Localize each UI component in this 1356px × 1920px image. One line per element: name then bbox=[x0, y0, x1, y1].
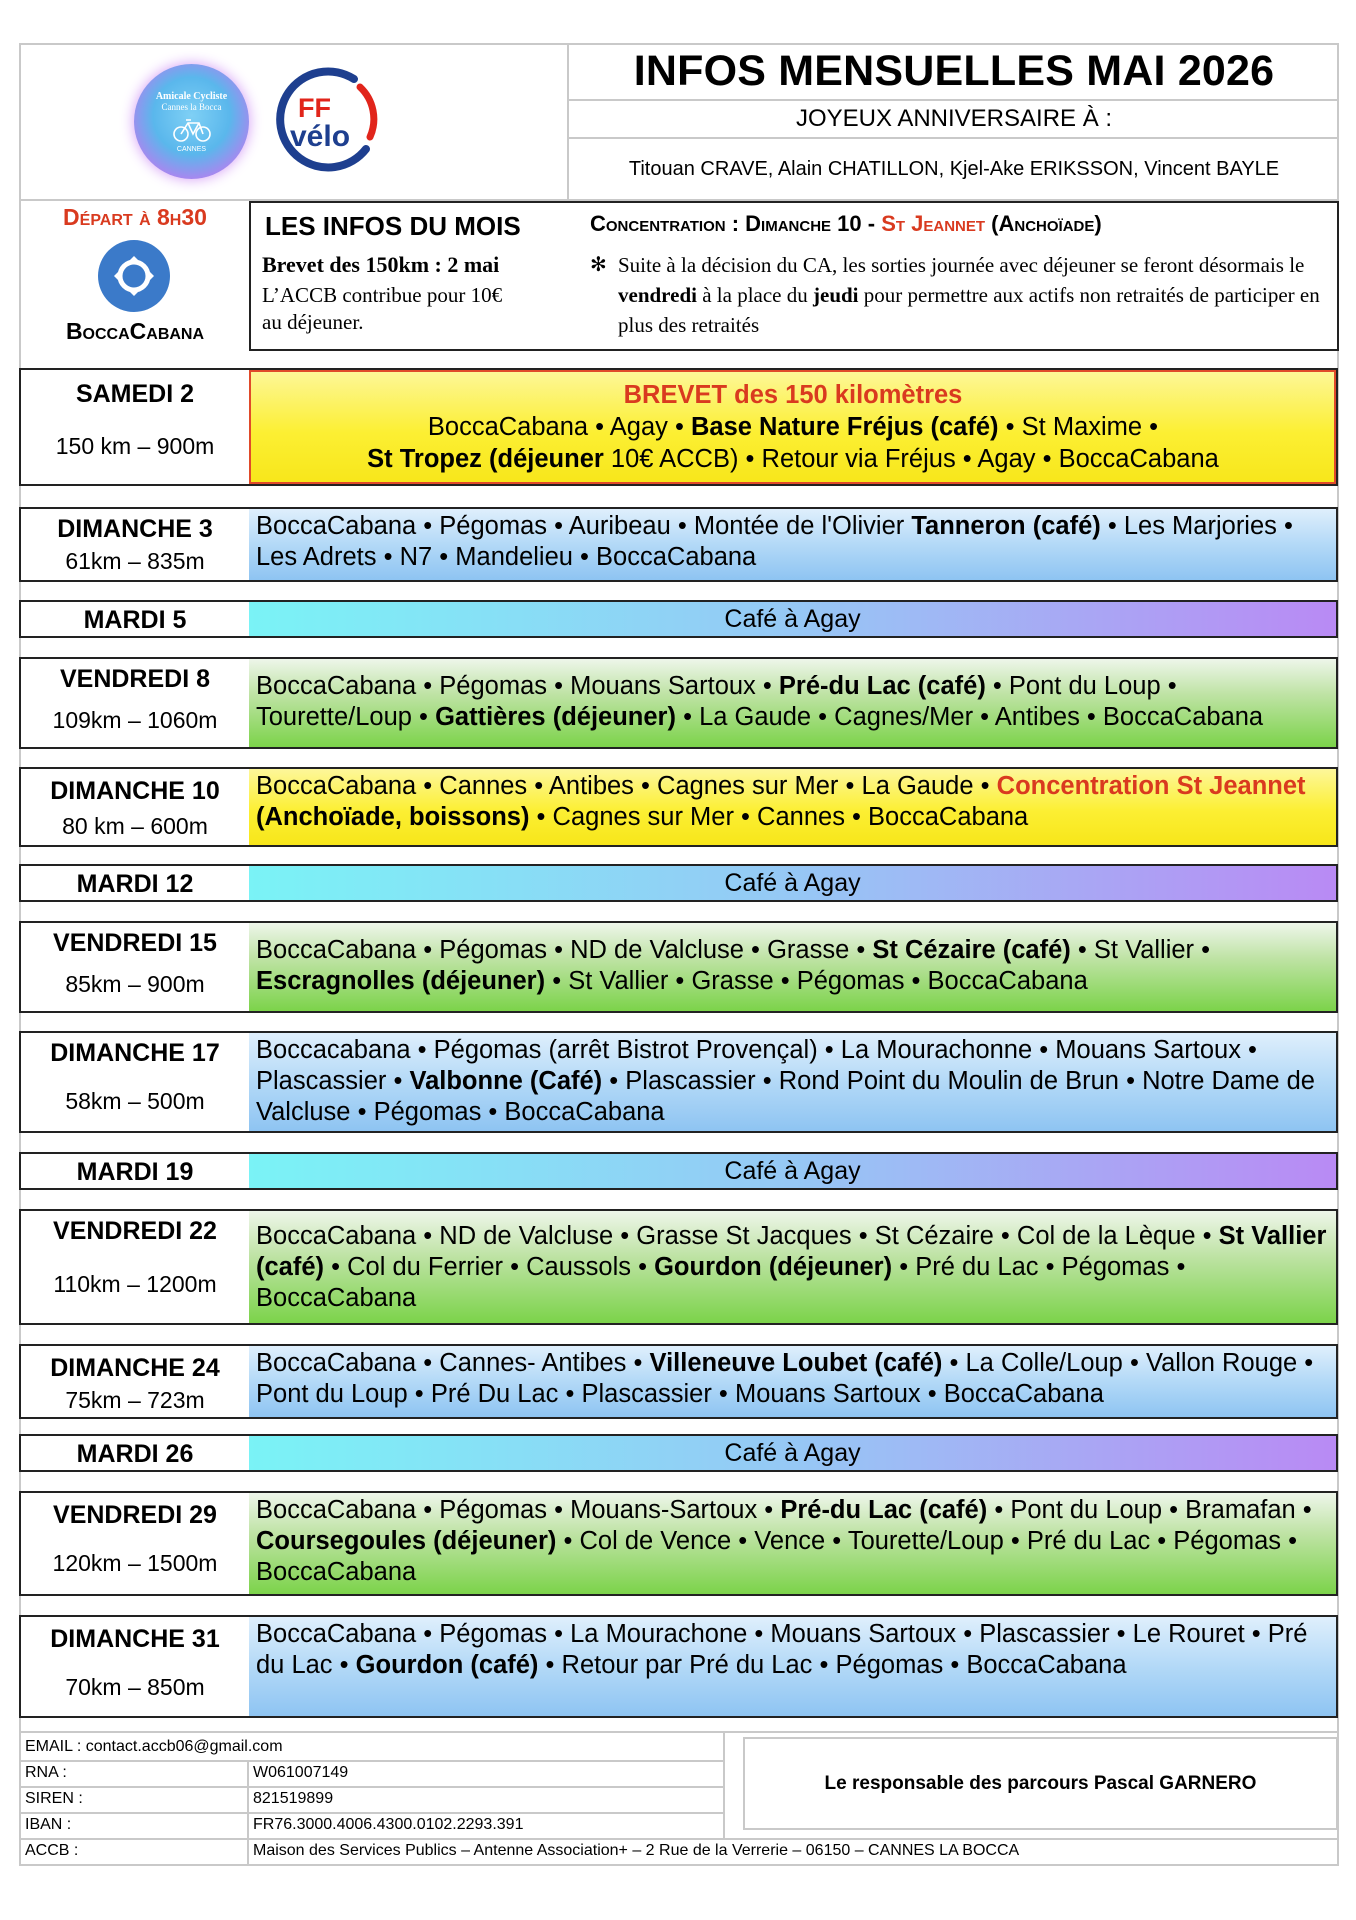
route-text: • La Gaude • Cagnes/Mer • Antibes • BoccaCabana bbox=[683, 703, 1264, 731]
route-text: • Plascassier • Rond Point du Moulin de Brun • Notre Dame de Valcluse • Pégomas • BoccaCabana bbox=[256, 1067, 1315, 1126]
footer-email: EMAIL : contact.accb06@gmail.com bbox=[25, 1738, 283, 1755]
concentration-place: St Jeannet bbox=[881, 211, 986, 236]
club-logo-line3: CANNES bbox=[176, 145, 207, 153]
cafe-cell: Café à Agay bbox=[249, 602, 1336, 636]
route-text: BoccaCabana • Pégomas • La Mourachone • Mouans Sartoux • Plascassier • Le Rouret • Pré du Lac • bbox=[256, 1620, 1308, 1679]
route-text: • St Vallier • Grasse • Pégomas • BoccaCabana bbox=[552, 967, 1088, 995]
day-row-mardi-19 bbox=[19, 1152, 1338, 1190]
route-stop-bold: Base Nature Fréjus (café) bbox=[691, 413, 999, 441]
note-part-f: pour permettre aux actifs bbox=[863, 283, 1075, 307]
route-stop-bold: Escragnolles (déjeuner) bbox=[256, 967, 546, 995]
day-name: VENDREDI 15 bbox=[53, 929, 217, 957]
day-stats: 150 km – 900m bbox=[55, 433, 215, 459]
route-stop-highlight: Concentration St Jeannet bbox=[996, 772, 1306, 800]
page-title: INFOS MENSUELLES MAI 2026 bbox=[633, 47, 1275, 95]
responsable-text: Le responsable des parcours Pascal GARNERO bbox=[824, 1772, 1257, 1794]
day-row-dimanche-31 bbox=[19, 1615, 1338, 1718]
footer-col-divider bbox=[247, 1760, 249, 1866]
day-stats: 61km – 835m bbox=[65, 548, 205, 574]
day-row-dimanche-24 bbox=[19, 1344, 1338, 1419]
route-cell bbox=[249, 769, 1336, 845]
route-cell bbox=[249, 1346, 1336, 1417]
brevet-line: Brevet des 150km : 2 mai bbox=[262, 252, 500, 277]
route-cell bbox=[249, 370, 1336, 484]
day-stats: 80 km – 600m bbox=[62, 813, 208, 839]
route-cell bbox=[249, 659, 1336, 747]
day-name: DIMANCHE 17 bbox=[50, 1039, 220, 1067]
note-part-e: jeudi bbox=[813, 283, 859, 307]
day-name: SAMEDI 2 bbox=[75, 380, 195, 408]
footer-accb-value: Maison des Services Publics – Antenne Association+ – 2 Rue de la Verrerie – 06150 – CANNES LA BOCCA bbox=[253, 1842, 1020, 1859]
route-cell bbox=[249, 1033, 1336, 1131]
route-stop-bold: Coursegoules (déjeuner) bbox=[256, 1527, 557, 1555]
day-name: MARDI 5 bbox=[83, 606, 187, 634]
note-text bbox=[618, 250, 1328, 340]
route-text: BoccaCabana • Cannes • Antibes • Cagnes sur Mer • La Gaude • bbox=[256, 772, 990, 800]
route-text: • Pont du Loup • Bramafan • bbox=[994, 1496, 1312, 1524]
route-stop-bold: Pré-du Lac (café) bbox=[780, 1496, 988, 1524]
day-name: VENDREDI 29 bbox=[53, 1501, 217, 1529]
route-stop-bold: Gattières (déjeuner) bbox=[435, 703, 676, 731]
route-text: • Retour par Pré du Lac • Pégomas • BoccaCabana bbox=[545, 1651, 1127, 1679]
day-name: DIMANCHE 31 bbox=[50, 1625, 220, 1653]
day-name: MARDI 12 bbox=[76, 870, 194, 898]
route-text: • Col de Vence • Vence • Tourette/Loup • Pré du Lac • Pégomas • BoccaCabana bbox=[256, 1527, 1298, 1586]
route-text: • Pont du Loup • Tourette/Loup • bbox=[256, 672, 1177, 731]
depart-time: Départ à 8h30 bbox=[63, 203, 207, 230]
day-row-mardi-5 bbox=[19, 600, 1338, 638]
route-text: BoccaCabana • Cannes- Antibes • bbox=[256, 1349, 643, 1377]
note-part-b: désormais le bbox=[1198, 253, 1305, 277]
day-name: MARDI 26 bbox=[76, 1440, 194, 1468]
day-row-vendredi-15 bbox=[19, 921, 1338, 1013]
day-row-dimanche-10 bbox=[19, 767, 1338, 847]
infos-title: LES INFOS DU MOIS bbox=[265, 211, 521, 241]
responsable-box bbox=[743, 1737, 1338, 1830]
day-row-mardi-12 bbox=[19, 864, 1338, 902]
concentration-heading bbox=[590, 211, 1102, 237]
route-text: BoccaCabana • ND de Valcluse • Grasse St Jacques • St Cézaire • Col de la Lèque • bbox=[256, 1222, 1212, 1250]
note-part-a: Suite à la décision du CA, les sorties journée avec déjeuner se feront bbox=[618, 253, 1194, 277]
route-stop-bold: Pré-du Lac (café) bbox=[778, 672, 986, 700]
day-stats: 58km – 500m bbox=[65, 1088, 205, 1114]
day-stats: 120km – 1500m bbox=[52, 1550, 218, 1576]
bicycle-icon bbox=[172, 116, 212, 142]
ffvelo-top: FF bbox=[298, 93, 331, 123]
route-text: • La Colle/Loup • Vallon Rouge • Pont du Loup • Pré Du Lac • Plascassier • Mouans Sartoux • BoccaCabana bbox=[256, 1349, 1314, 1408]
cafe-cell: Café à Agay bbox=[249, 1436, 1336, 1470]
footer-iban-value: FR76.3000.4006.4300.0102.2293.391 bbox=[253, 1816, 524, 1833]
footer-accb-label: ACCB : bbox=[25, 1842, 79, 1859]
ffvelo-bottom: vélo bbox=[290, 120, 351, 153]
birthday-names: Titouan CRAVE, Alain CHATILLON, Kjel-Ake ERIKSSON, Vincent BAYLE bbox=[628, 157, 1280, 180]
day-row-dimanche-17 bbox=[19, 1031, 1338, 1133]
day-row-vendredi-29 bbox=[19, 1491, 1338, 1596]
note-part-c: vendredi bbox=[618, 283, 697, 307]
route-stop-bold: (Anchoïade, boissons) bbox=[256, 803, 530, 831]
route-line-1 bbox=[256, 411, 1330, 443]
route-cell bbox=[249, 1493, 1336, 1594]
day-name: MARDI 19 bbox=[76, 1158, 194, 1186]
note-part-g: non retraités de participer en plus des retraités bbox=[618, 283, 1320, 337]
note-symbol: ✻ bbox=[590, 254, 607, 276]
club-logo-line1: Amicale Cycliste bbox=[155, 90, 228, 102]
note-part-d: à la place du bbox=[702, 283, 808, 307]
day-row-vendredi-8 bbox=[19, 657, 1338, 749]
footer-line-2 bbox=[19, 1786, 725, 1788]
route-text: BoccaCabana • Pégomas • Mouans Sartoux • bbox=[256, 672, 772, 700]
route-stop-bold: St Tropez (déjeuner bbox=[367, 445, 604, 473]
day-name: DIMANCHE 10 bbox=[50, 777, 220, 805]
day-stats: 85km – 900m bbox=[65, 971, 205, 997]
route-text: BoccaCabana • Pégomas • Mouans-Sartoux • bbox=[256, 1496, 774, 1524]
route-text: • Col du Ferrier • Caussols • bbox=[331, 1253, 647, 1281]
accb-line-2: au déjeuner. bbox=[262, 310, 364, 334]
route-text: BoccaCabana • Agay • bbox=[427, 413, 684, 441]
route-stop-bold: Gourdon (déjeuner) bbox=[654, 1253, 893, 1281]
day-stats: 109km – 1060m bbox=[52, 707, 218, 733]
route-stop-bold: St Vallier (café) bbox=[256, 1222, 1327, 1281]
route-text: • Cagnes sur Mer • Cannes • BoccaCabana bbox=[536, 803, 1029, 831]
footer-line-3 bbox=[19, 1812, 725, 1814]
concentration-prefix: Concentration : Dimanche 10 - bbox=[590, 211, 876, 236]
club-logo bbox=[134, 64, 249, 179]
route-text: • St Maxime • bbox=[1005, 413, 1159, 441]
footer-rna-value: W061007149 bbox=[253, 1764, 349, 1781]
route-text: • Pré du Lac • Pégomas • BoccaCabana bbox=[256, 1253, 1186, 1312]
day-row-dimanche-3 bbox=[19, 507, 1338, 582]
day-row-samedi-2 bbox=[19, 368, 1338, 486]
route-text: 10€ ACCB) • Retour via Fréjus • Agay • BoccaCabana bbox=[610, 445, 1219, 473]
route-text: Boccacabana • Pégomas (arrêt Bistrot Provençal) • La Mourachonne • Mouans Sartoux • Plascassier • bbox=[256, 1036, 1257, 1095]
ffvelo-logo bbox=[262, 65, 380, 180]
route-text: BoccaCabana • Pégomas • Auribeau • Montée de l'Olivier bbox=[256, 512, 905, 540]
route-cell bbox=[249, 1211, 1336, 1323]
footer-right-divider bbox=[723, 1733, 725, 1838]
day-name: DIMANCHE 3 bbox=[57, 515, 213, 543]
day-stats: 110km – 1200m bbox=[53, 1271, 217, 1297]
meeting-point: BoccaCabana bbox=[65, 317, 205, 344]
cafe-cell: Café à Agay bbox=[249, 1154, 1336, 1188]
club-logo-line2: Cannes la Bocca bbox=[161, 101, 222, 112]
route-line-2 bbox=[256, 443, 1330, 475]
day-name: VENDREDI 22 bbox=[53, 1217, 217, 1245]
accb-line-1: L’ACCB contribue pour 10€ bbox=[262, 283, 503, 307]
footer-line-4 bbox=[19, 1838, 1339, 1840]
route-stop-bold: St Cézaire (café) bbox=[872, 936, 1071, 964]
footer-rna-label: RNA : bbox=[25, 1764, 67, 1781]
day-stats: 75km – 723m bbox=[65, 1387, 205, 1413]
route-stop-bold: Gourdon (café) bbox=[355, 1651, 539, 1679]
roundabout-icon bbox=[98, 240, 170, 312]
footer-siren-value: 821519899 bbox=[253, 1790, 334, 1807]
route-text: BoccaCabana • Pégomas • ND de Valcluse • Grasse • bbox=[256, 936, 866, 964]
route-stop-bold: Valbonne (Café) bbox=[409, 1067, 603, 1095]
day-row-vendredi-22 bbox=[19, 1209, 1338, 1325]
route-stop-bold: Villeneuve Loubet (café) bbox=[649, 1349, 943, 1377]
route-text: • St Vallier • bbox=[1077, 936, 1211, 964]
route-cell bbox=[249, 923, 1336, 1011]
brevet-title: BREVET des 150 kilomètres bbox=[623, 381, 963, 409]
day-name: VENDREDI 8 bbox=[59, 665, 211, 693]
route-cell bbox=[249, 1617, 1336, 1716]
day-stats: 70km – 850m bbox=[65, 1674, 205, 1700]
route-cell bbox=[249, 509, 1336, 580]
concentration-suffix: (Anchoïade) bbox=[991, 211, 1102, 236]
day-row-mardi-26 bbox=[19, 1434, 1338, 1472]
cafe-cell: Café à Agay bbox=[249, 866, 1336, 900]
footer-siren-label: SIREN : bbox=[25, 1790, 83, 1807]
day-name: DIMANCHE 24 bbox=[50, 1354, 220, 1382]
footer-iban-label: IBAN : bbox=[25, 1816, 72, 1833]
route-text: • Les Marjories • Les Adrets • N7 • Mandelieu • BoccaCabana bbox=[256, 512, 1293, 571]
route-stop-bold: Tanneron (café) bbox=[911, 512, 1101, 540]
footer-line-1 bbox=[19, 1760, 725, 1762]
birthday-title: JOYEUX ANNIVERSAIRE À : bbox=[795, 105, 1113, 132]
